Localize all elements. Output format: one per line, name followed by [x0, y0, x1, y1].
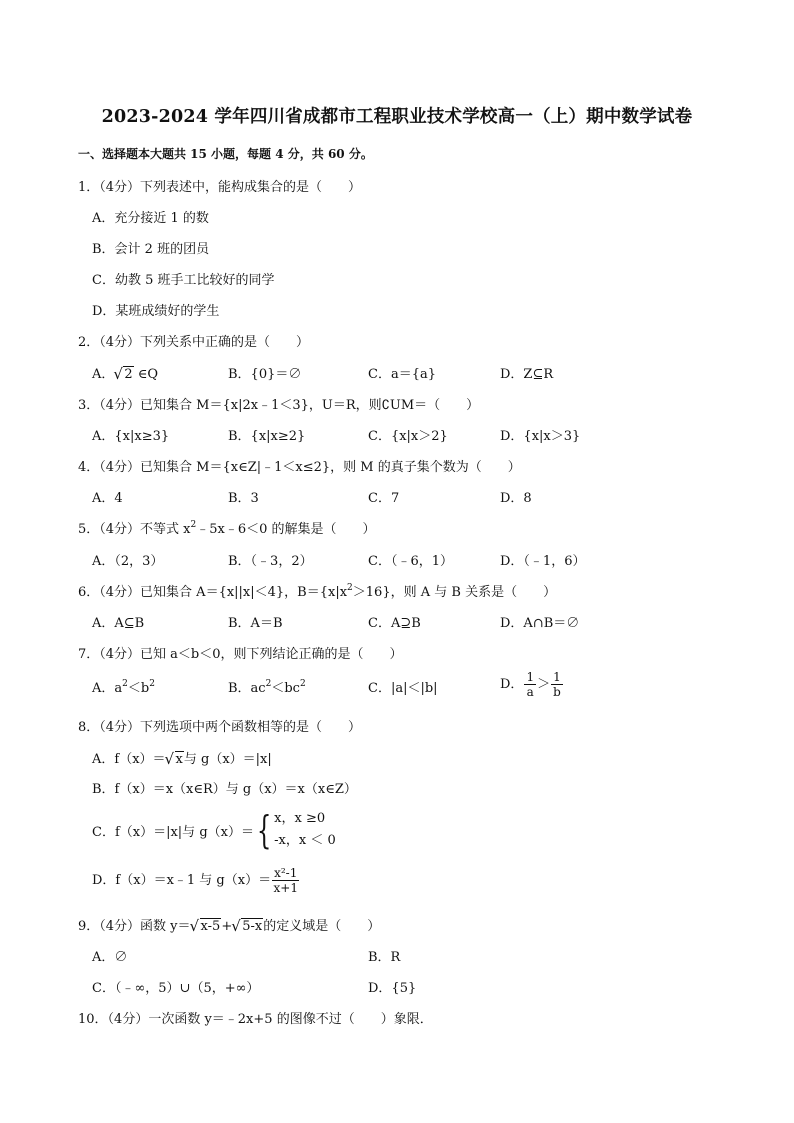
question-5-option-d: D．（﹣1，6）	[500, 554, 586, 569]
question-9-stem	[78, 915, 380, 934]
question-1-option-a: A．充分接近 1 的数	[92, 211, 209, 226]
option-text: A．f（x）＝	[92, 752, 166, 767]
exam-title: 2023-2024 学年四川省成都市工程职业技术学校高一（上）期中数学试卷	[101, 107, 693, 127]
option-text: B．ac	[228, 681, 266, 696]
question-9-option-c: C．（﹣∞，5）∪（5，+∞）	[92, 981, 260, 996]
question-1-option-c: C．幼教 5 班手工比较好的同学	[92, 273, 275, 288]
section-heading: 一、选择题本大题共 15 小题，每题 4 分，共 60 分。	[78, 147, 373, 161]
sqrt-symbol	[232, 919, 263, 934]
piecewise-cases	[274, 808, 336, 852]
case-1: x，x ≥0	[274, 811, 326, 826]
question-3-stem: 3．（4分）已知集合 M＝{x|2x﹣1＜3}，U＝R，则∁UM＝（ ）	[78, 398, 480, 413]
denominator: x+1	[273, 881, 298, 895]
question-4-stem: 4．（4分）已知集合 M＝{x∈Z|﹣1＜x≤2}，则 M 的真子集个数为（ ）	[78, 460, 521, 475]
question-2-option-c: C．a＝{a}	[368, 367, 436, 382]
denominator: b	[553, 685, 561, 699]
question-6-option-d: D．A∩B＝∅	[500, 616, 580, 631]
exponent: 2	[190, 520, 197, 530]
sqrt-symbol	[166, 752, 184, 767]
question-9-option-d: D．{5}	[368, 981, 417, 996]
left-brace: {	[256, 808, 272, 852]
question-6-stem	[78, 581, 556, 600]
question-1-stem: 1．（4分）下列表述中，能构成集合的是（ ）	[78, 180, 362, 195]
radicand: 2	[124, 367, 133, 382]
fraction	[524, 670, 536, 699]
question-4-option-d: D．8	[500, 491, 532, 506]
question-7-option-b	[228, 677, 306, 696]
option-text: ＜bc	[271, 681, 300, 696]
exponent: 2	[122, 679, 128, 689]
option-label: D．	[500, 677, 524, 692]
question-2-option-a	[92, 363, 158, 382]
stem-text: 5．（4分）不等式 x	[78, 522, 191, 537]
option-text: A．a	[92, 681, 123, 696]
stem-text-rest: 的定义域是（ ）	[263, 919, 381, 934]
stem-text-rest: ﹣5x﹣6＜0 的解集是（ ）	[196, 522, 376, 537]
question-6-option-b: B．A＝B	[228, 616, 283, 631]
question-1-option-d: D．某班成绩好的学生	[92, 304, 220, 319]
radicand: x-5	[200, 919, 221, 934]
question-10-stem: 10．（4分）一次函数 y＝﹣2x+5 的图像不过（ ）象限．	[78, 1012, 433, 1027]
question-3-option-a: A．{x|x≥3}	[92, 429, 170, 444]
exponent: 2	[347, 583, 353, 593]
question-2-option-b: B．{0}＝∅	[228, 367, 302, 382]
case-2: -x，x ＜ 0	[274, 833, 336, 848]
question-5-stem	[78, 518, 376, 537]
option-a-label: A．	[92, 367, 115, 382]
exponent: 2	[149, 679, 155, 689]
stem-text: 9．（4分）函数 y＝	[78, 919, 191, 934]
question-8-stem: 8．（4分）下列选项中两个函数相等的是（ ）	[78, 720, 362, 735]
question-7-option-a	[92, 677, 155, 696]
option-text: C．f（x）＝|x|与 g（x）＝	[92, 824, 254, 840]
fraction	[272, 866, 299, 895]
question-5-option-a: A．（2，3）	[92, 554, 164, 569]
question-6-option-a: A．A⊆B	[92, 616, 145, 631]
question-7-option-c: C．|a|＜|b|	[368, 681, 438, 696]
sqrt-symbol	[191, 919, 222, 934]
stem-text: 6．（4分）已知集合 A＝{x||x|＜4}，B＝{x|x	[78, 585, 348, 600]
denominator: a	[526, 685, 534, 699]
stem-text-rest: ＞16}，则 A 与 B 关系是（ ）	[352, 585, 557, 600]
operator: ＞	[537, 677, 551, 692]
question-8-option-a	[92, 748, 272, 767]
option-a-rest: ∈Q	[133, 367, 159, 382]
question-8-option-d	[92, 866, 300, 895]
question-3-option-b: B．{x|x≥2}	[228, 429, 306, 444]
question-2-stem: 2．（4分）下列关系中正确的是（ ）	[78, 335, 310, 350]
option-text: D．f（x）＝x﹣1 与 g（x）＝	[92, 873, 272, 888]
question-8-option-c	[92, 808, 336, 852]
question-7-option-d	[500, 670, 564, 699]
numerator: 1	[526, 670, 535, 684]
question-4-option-a: A．4	[92, 491, 123, 506]
question-4-option-c: C．7	[368, 491, 400, 506]
question-6-option-c: C．A⊇B	[368, 616, 421, 631]
numerator: 1	[553, 670, 561, 684]
question-5-option-c: C．（﹣6，1）	[368, 554, 453, 569]
option-text-rest: 与 g（x）＝|x|	[183, 752, 272, 767]
question-8-option-b: B．f（x）＝x（x∈R）与 g（x）＝x（x∈Z）	[92, 782, 357, 797]
numerator: x²-1	[274, 866, 298, 880]
sqrt-symbol	[114, 367, 133, 382]
plus-sign: +	[221, 919, 233, 934]
question-4-option-b: B．3	[228, 491, 259, 506]
exponent: 2	[299, 679, 306, 689]
question-3-option-c: C．{x|x＞2}	[368, 429, 448, 444]
question-7-stem: 7．（4分）已知 a＜b＜0，则下列结论正确的是（ ）	[78, 647, 403, 662]
question-3-option-d: D．{x|x＞3}	[500, 429, 581, 444]
exponent: 2	[265, 679, 272, 689]
radicand: 5-x	[242, 919, 263, 934]
question-9-option-a: A．∅	[92, 950, 128, 965]
option-text: ＜b	[127, 681, 150, 696]
radicand: x	[175, 752, 183, 767]
question-5-option-b: B．（﹣3，2）	[228, 554, 313, 569]
piecewise-row	[92, 808, 336, 852]
fraction	[551, 670, 563, 699]
question-2-option-d: D．Z⊆R	[500, 367, 554, 382]
question-1-option-b: B．会计 2 班的团员	[92, 242, 210, 257]
question-9-option-b: B．R	[368, 950, 401, 965]
